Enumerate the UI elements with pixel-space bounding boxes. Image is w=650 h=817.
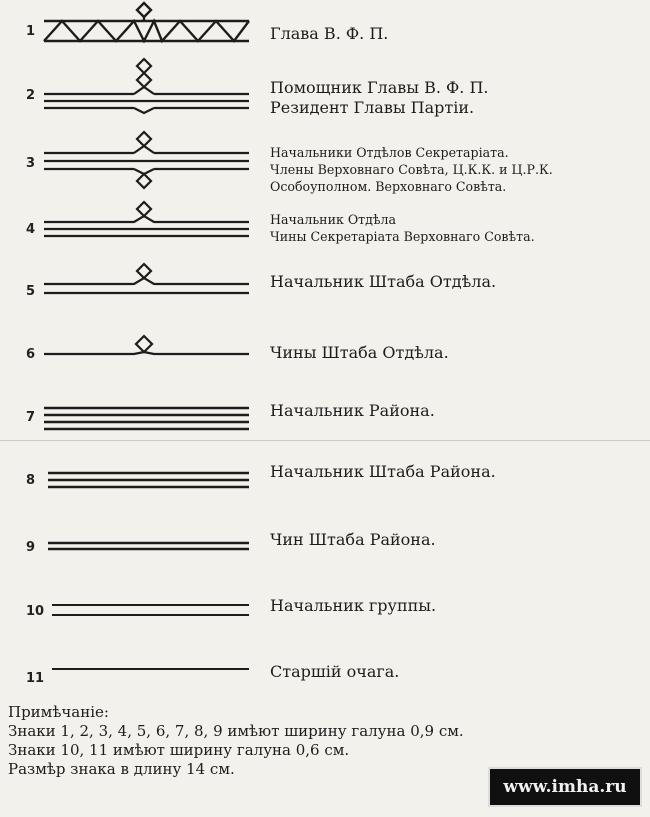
paper-fold bbox=[0, 440, 650, 441]
rank-number: 7 bbox=[26, 410, 36, 425]
rank-label bbox=[270, 462, 496, 482]
rank-sign-11 bbox=[44, 660, 254, 680]
rank-number: 2 bbox=[26, 88, 36, 103]
footnote-line: Знаки 10, 11 имѣют ширину галуна 0,6 см. bbox=[8, 741, 350, 759]
rank-sign-2 bbox=[44, 55, 254, 125]
rank-number: 11 bbox=[26, 671, 45, 686]
rank-label-line: Начальник Района. bbox=[270, 401, 435, 420]
rank-label bbox=[270, 662, 399, 682]
rank-label bbox=[270, 343, 449, 363]
rank-label-line: Помощник Главы В. Ф. П. bbox=[270, 78, 489, 97]
rank-label-line: Чины Штаба Отдѣла. bbox=[270, 343, 449, 362]
rank-sign-5 bbox=[44, 260, 254, 300]
rank-label-line: Начальники Отдѣлов Секретаріата. bbox=[270, 145, 509, 160]
rank-label-line: Старшій очага. bbox=[270, 662, 400, 681]
rank-sign-8 bbox=[44, 465, 254, 495]
rank-label-line: Особоуполном. Верховнаго Совѣта. bbox=[270, 179, 507, 194]
rank-label bbox=[270, 401, 435, 421]
rank-sign-9 bbox=[44, 534, 254, 559]
rank-number: 5 bbox=[26, 284, 36, 299]
rank-label-line: Чины Секретаріата Верховнаго Совѣта. bbox=[270, 229, 535, 244]
rank-number: 3 bbox=[26, 156, 36, 171]
rank-label bbox=[270, 78, 489, 118]
rank-number: 6 bbox=[26, 347, 36, 362]
rank-label-line: Начальник Штаба Отдѣла. bbox=[270, 272, 497, 291]
rank-number: 4 bbox=[26, 222, 36, 237]
rank-sign-10 bbox=[44, 598, 254, 623]
rank-label-line: Начальник Отдѣла bbox=[270, 212, 396, 227]
rank-sign-1 bbox=[44, 0, 254, 50]
rank-label-line: Резидент Главы Партіи. bbox=[270, 98, 475, 117]
rank-label-line: Начальник группы. bbox=[270, 596, 437, 615]
rank-sign-3 bbox=[44, 128, 254, 193]
rank-sign-4 bbox=[44, 198, 254, 243]
rank-number: 10 bbox=[26, 604, 45, 619]
rank-label bbox=[270, 596, 436, 616]
footnote-title: Примѣчаніе: bbox=[8, 703, 109, 721]
watermark: www.imha.ru bbox=[488, 767, 642, 807]
footnote-line: Знаки 1, 2, 3, 4, 5, 6, 7, 8, 9 имѣют ширину галуна 0,9 см. bbox=[8, 722, 464, 740]
rank-label bbox=[270, 24, 388, 44]
rank-number: 8 bbox=[26, 473, 36, 488]
rank-label bbox=[270, 272, 496, 292]
footnote-line: Размѣр знака в длину 14 см. bbox=[8, 760, 235, 778]
rank-label bbox=[270, 530, 436, 550]
rank-label-line: Глава В. Ф. П. bbox=[270, 24, 389, 43]
rank-number: 1 bbox=[26, 24, 36, 39]
rank-sign-7 bbox=[44, 400, 254, 435]
rank-sign-6 bbox=[44, 330, 254, 370]
rank-label bbox=[270, 144, 553, 195]
rank-label-line: Члены Верховнаго Совѣта, Ц.К.К. и Ц.Р.К. bbox=[270, 162, 553, 177]
rank-label-line: Начальник Штаба Района. bbox=[270, 462, 496, 481]
rank-label-line: Чин Штаба Района. bbox=[270, 530, 436, 549]
rank-number: 9 bbox=[26, 540, 36, 555]
rank-label bbox=[270, 211, 535, 245]
